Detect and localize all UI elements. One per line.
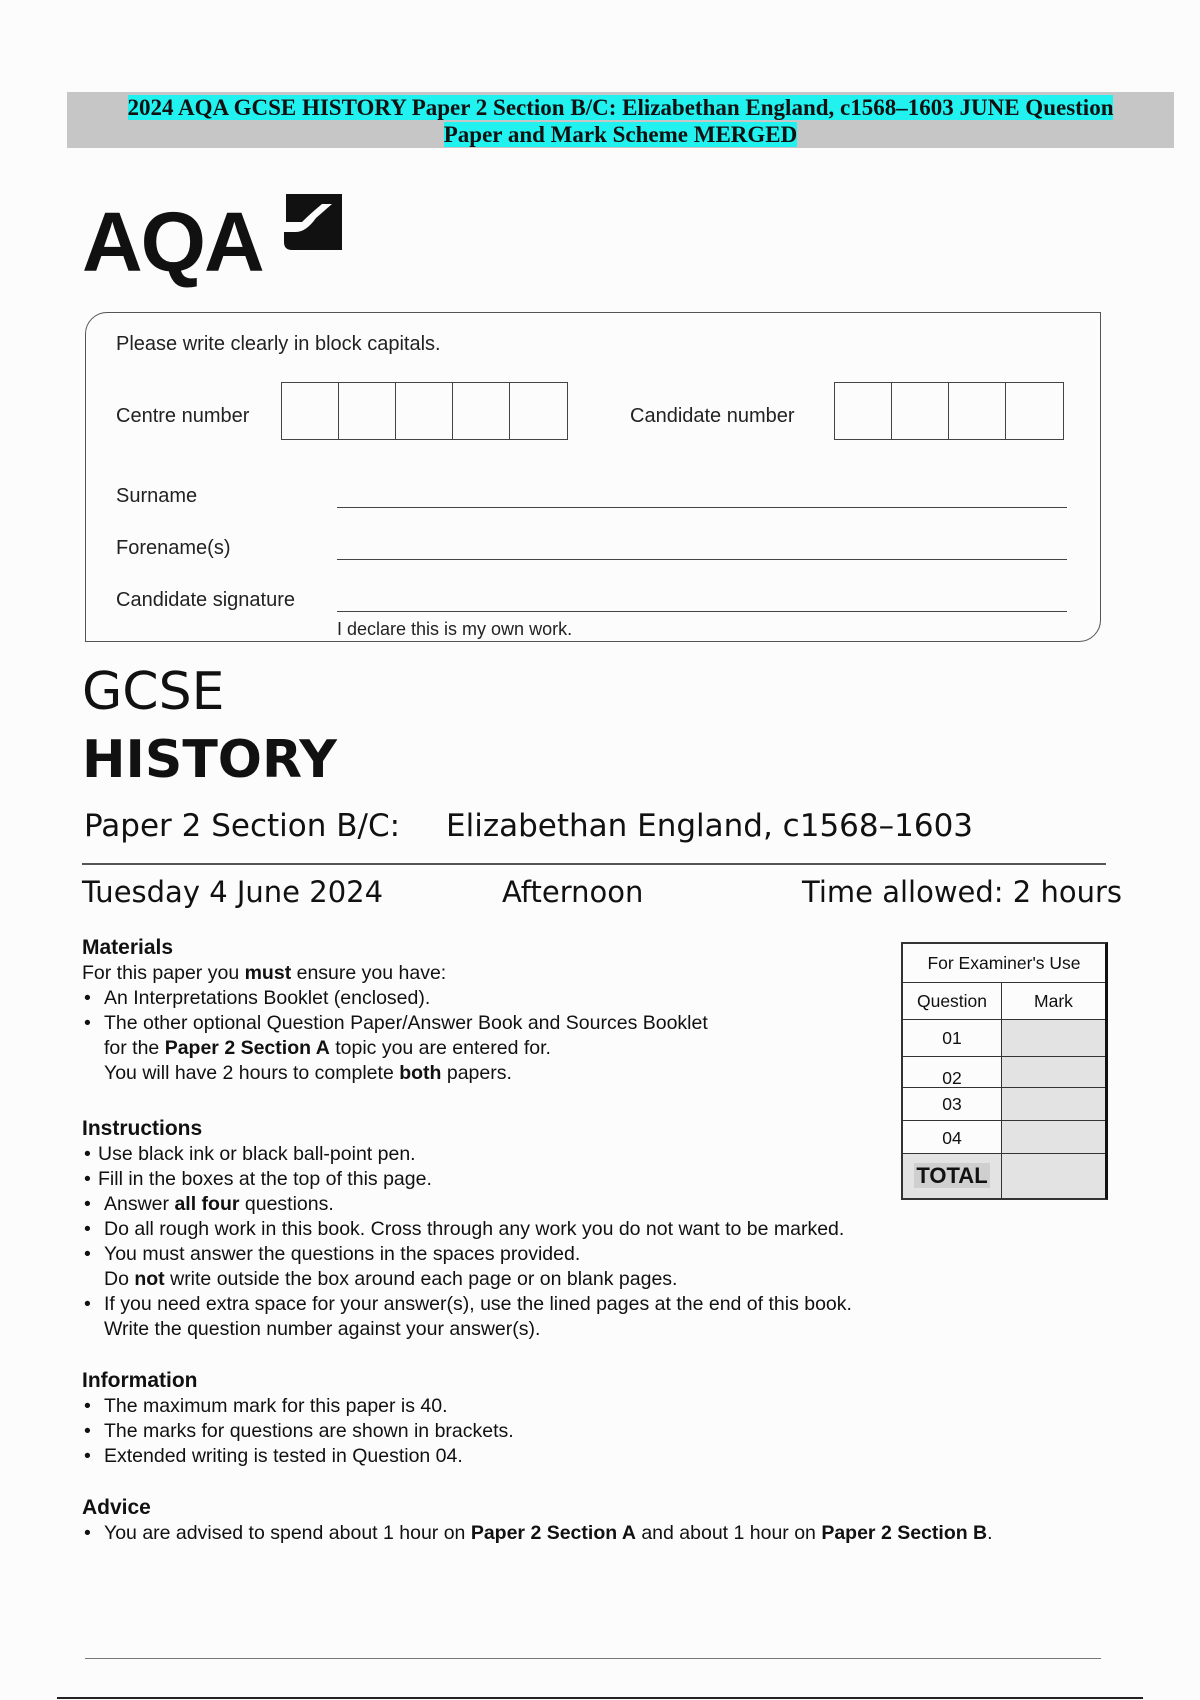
banner-line-2: Paper and Mark Scheme MERGED: [443, 122, 798, 147]
question-number: 04: [903, 1121, 1002, 1153]
aqa-logo-text: AQA: [82, 195, 263, 289]
table-row: [903, 1088, 1105, 1121]
centre-number-field[interactable]: [281, 382, 568, 440]
table-row: [903, 1121, 1105, 1154]
instruction-item: • You must answer the questions in the spaces provided. Do not write outside the box around each page or on blank pages.: [82, 1242, 962, 1292]
centre-number-digit[interactable]: [339, 383, 396, 439]
total-row: [903, 1154, 1105, 1198]
examiners-use-title: For Examiner's Use: [903, 944, 1105, 983]
surname-field[interactable]: [337, 507, 1067, 508]
candidate-number-digit[interactable]: [949, 383, 1006, 439]
centre-number-digit[interactable]: [453, 383, 510, 439]
block-capitals-instruction: Please write clearly in block capitals.: [116, 333, 441, 355]
candidate-number-digit[interactable]: [1006, 383, 1063, 439]
instruction-item: • Do all rough work in this book. Cross through any work you do not want to be marked.: [82, 1217, 962, 1242]
table-row: [903, 1057, 1105, 1088]
paper-title: Paper 2 Section B/C:: [84, 808, 401, 844]
advice-item: • You are advised to spend about 1 hour on Paper 2 Section A and about 1 hour on Paper 2 Section B.: [82, 1521, 1102, 1546]
declaration-text: I declare this is my own work.: [337, 619, 573, 639]
table-row: [903, 1020, 1105, 1057]
signature-label: Candidate signature: [116, 589, 296, 611]
time-allowed: Time allowed: 2 hours: [802, 875, 1122, 909]
candidate-number-field[interactable]: [834, 382, 1064, 440]
exam-date: Tuesday 4 June 2024: [82, 875, 384, 909]
advice-heading: Advice: [82, 1496, 151, 1519]
centre-number-digit[interactable]: [282, 383, 339, 439]
instruction-item: • If you need extra space for your answer(s), use the lined pages at the end of this book. Write the question number against your answer(s).: [82, 1292, 962, 1342]
table-header-row: [903, 983, 1105, 1020]
information-item: • Extended writing is tested in Question 04.: [82, 1444, 962, 1469]
mark-cell: [1002, 1057, 1105, 1087]
surname-label: Surname: [116, 485, 198, 507]
question-number: 03: [903, 1088, 1002, 1120]
title-banner: [67, 92, 1174, 148]
mark-cell: [1002, 1121, 1105, 1153]
information-item: • The maximum mark for this paper is 40.: [82, 1394, 962, 1419]
instruction-item: • Answer all four questions.: [82, 1192, 962, 1217]
topic-title: Elizabethan England, c1568–1603: [446, 808, 974, 844]
materials-heading: Materials: [82, 936, 174, 959]
banner-line-1: 2024 AQA GCSE HISTORY Paper 2 Section B/C: Elizabethan England, c1568–1603 JUNE Question: [127, 95, 1114, 120]
centre-number-digit[interactable]: [510, 383, 567, 439]
centre-number-label: Centre number: [116, 405, 250, 427]
materials-section: [82, 935, 962, 1086]
question-column-header: Question: [903, 983, 1002, 1019]
banner-text: [67, 92, 1174, 148]
footer-rule: [85, 1658, 1101, 1659]
materials-intro: For this paper you must ensure you have:: [82, 962, 447, 984]
mark-column-header: Mark: [1034, 991, 1073, 1011]
candidate-number-digit[interactable]: [892, 383, 949, 439]
mark-cell: [1002, 1088, 1105, 1120]
instruction-item: • Use black ink or black ball-point pen.: [82, 1142, 962, 1167]
information-heading: Information: [82, 1369, 198, 1392]
instructions-section: [82, 1116, 962, 1342]
exam-session: Afternoon: [502, 875, 644, 909]
title-divider: [82, 863, 1106, 865]
aqa-logo-mark-icon: [282, 192, 344, 254]
forenames-label: Forename(s): [116, 537, 231, 559]
mark-cell: [1002, 1020, 1105, 1056]
materials-item: • The other optional Question Paper/Answer Book and Sources Booklet for the Paper 2 Section A topic you are entered for. You will have 2 hours to complete both papers.: [82, 1011, 962, 1086]
candidate-details-box: [85, 312, 1101, 642]
examiners-use-table: [901, 942, 1108, 1200]
total-mark-cell: [1002, 1154, 1105, 1198]
instructions-heading: Instructions: [82, 1117, 203, 1140]
centre-number-digit[interactable]: [396, 383, 453, 439]
candidate-number-digit[interactable]: [835, 383, 892, 439]
aqa-logo: [82, 192, 352, 288]
question-number: 01: [903, 1020, 1002, 1056]
signature-field[interactable]: [337, 611, 1067, 612]
information-section: [82, 1368, 962, 1469]
question-number: 02: [903, 1057, 1002, 1087]
forenames-field[interactable]: [337, 559, 1067, 560]
page-edge-rule: [57, 1697, 1143, 1699]
materials-item: • An Interpretations Booklet (enclosed).: [82, 986, 962, 1011]
instruction-item: • Fill in the boxes at the top of this page.: [82, 1167, 962, 1192]
advice-section: [82, 1495, 1102, 1546]
total-label: TOTAL: [903, 1154, 1002, 1198]
candidate-number-label: Candidate number: [630, 405, 795, 427]
qualification-title: GCSE: [82, 662, 225, 722]
information-item: • The marks for questions are shown in brackets.: [82, 1419, 962, 1444]
subject-title: HISTORY: [82, 730, 337, 790]
